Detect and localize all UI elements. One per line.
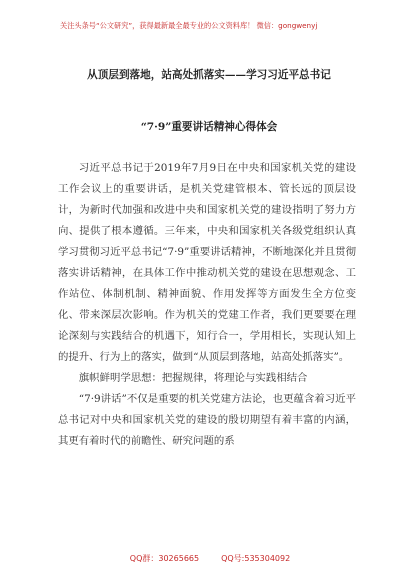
body-paragraph: “7·9讲话”不仅是重要的机关党建方法论，也更蕴含着习近平总书记对中央和国家机关党的建设的殷切期望有着丰富的内涵，其更有着时代的前瞻性、研究问题的系 [58, 393, 356, 447]
footer [100, 553, 320, 565]
footer-qq-group: QQ群：30265665 [129, 554, 200, 563]
document-subtitle: “7·9”重要讲话精神心得体会 [140, 121, 278, 133]
document-title: 从顶层到落地，站高处抓落实——学习习近平总书记 [87, 69, 331, 81]
body-paragraph: 习近平总书记于2019年7月9日在中央和国家机关党的建设工作会议上的重要讲话，是机关党建管根本、管长远的顶层设计，为新时代加强和改进中央和国家机关党的建设指明了努力方向、提供了根本遵循。三年来，中央和国家机关各级党组织认真学习贯彻习近平总书记“7·9”重要讲话精神，不断地深化并且贯彻落实讲话精神，在具体工作中推动机关党的建设在思想观念、工作站位、体制机制、精神面貌、作用发挥等方面发生全方位变化、带来深层次影响。作为机关的党建工作者，我们更要要在理论深刻与实践结合的机遇下，知行合一，学用相长，实现认知上的提升、行为上的落实，做到“从顶层到落地，站高处抓落实”。 [58, 162, 356, 363]
document-body [58, 158, 356, 452]
footer-qq: QQ号:535304092 [221, 554, 291, 563]
section-heading: 旗帜鲜明学思想：把握规律，将理论与实践相结合 [78, 372, 308, 384]
header-banner: 关注头条号“公文研究”，获得最新最全最专业的公文资料库！ 微信：gongwenyj [60, 21, 318, 30]
